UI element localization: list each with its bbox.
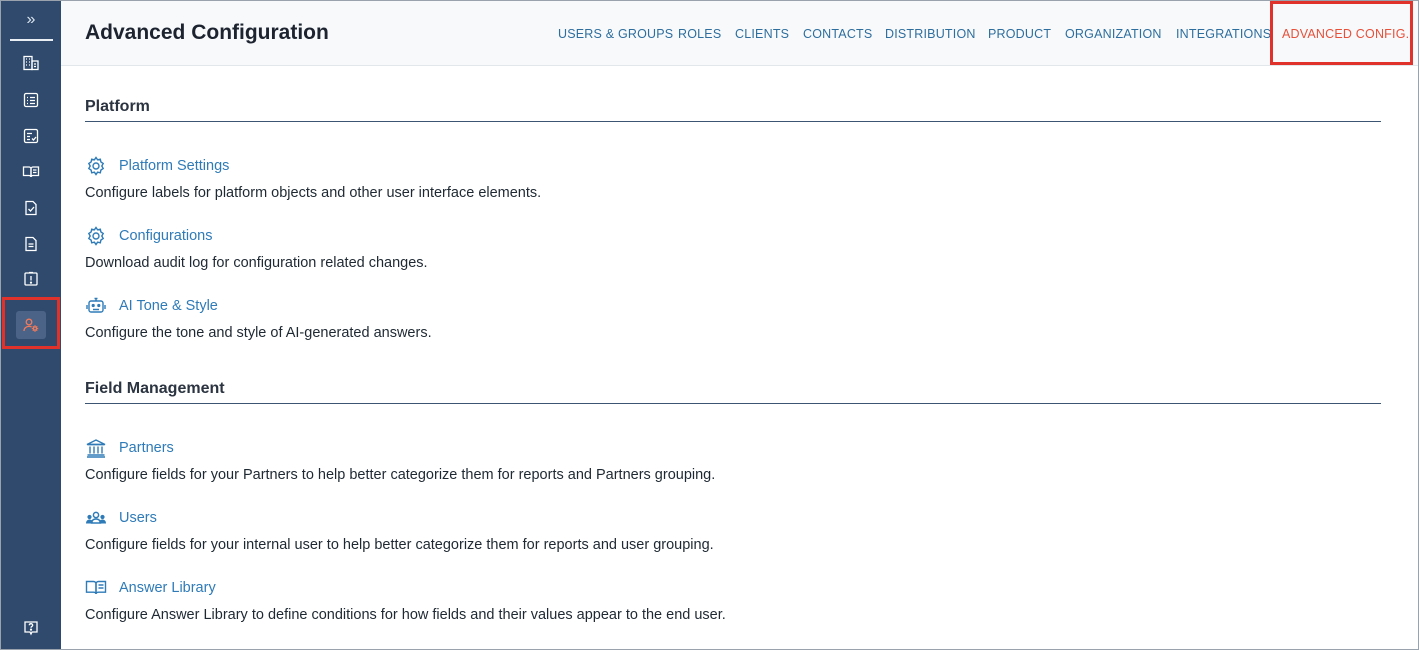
sidebar-item-help[interactable] [16, 614, 46, 642]
ai-tone-style-link[interactable] [85, 295, 218, 317]
building-icon [22, 54, 40, 72]
answer-library-description: Configure Answer Library to define conditions for how fields and their values appear to the end user. [85, 607, 726, 623]
tab-highlight-box [1270, 1, 1413, 65]
document-icon [22, 235, 40, 253]
page-header [61, 1, 1418, 66]
tab-distribution[interactable]: DISTRIBUTION [885, 27, 976, 41]
platform-settings-link[interactable] [85, 155, 229, 177]
sidebar-item-answer-library[interactable] [16, 158, 46, 186]
configurations-label: Configurations [119, 228, 213, 244]
partners-label: Partners [119, 440, 174, 456]
page-title: Advanced Configuration [85, 21, 329, 44]
help-icon [22, 619, 40, 637]
sidebar-item-documents[interactable] [16, 230, 46, 258]
section-divider [85, 121, 1381, 122]
configurations-description: Download audit log for configuration related changes. [85, 255, 428, 271]
sidebar-item-alerts[interactable] [16, 265, 46, 293]
configurations-link[interactable] [85, 225, 213, 247]
answer-library-label: Answer Library [119, 580, 216, 596]
sidebar-highlight-box [2, 297, 60, 349]
tab-contacts[interactable]: CONTACTS [803, 27, 873, 41]
section-divider [85, 403, 1381, 404]
platform-settings-label: Platform Settings [119, 158, 230, 174]
gear-icon [85, 225, 107, 247]
tab-users-groups[interactable]: USERS & GROUPS [558, 27, 674, 41]
section-heading-platform: Platform [85, 98, 150, 115]
alert-icon [22, 270, 40, 288]
bank-icon [85, 437, 107, 459]
tab-organization[interactable]: ORGANIZATION [1065, 27, 1162, 41]
users-label: Users [119, 510, 157, 526]
partners-description: Configure fields for your Partners to help better categorize them for reports and Partners grouping. [85, 467, 716, 483]
sidebar-item-list[interactable] [16, 86, 46, 114]
tab-product[interactable]: PRODUCT [988, 27, 1052, 41]
sidebar-item-checklist[interactable] [16, 122, 46, 150]
platform-settings-description: Configure labels for platform objects and other user interface elements. [85, 185, 542, 201]
answer-library-link[interactable] [85, 577, 216, 599]
partners-link[interactable] [85, 437, 174, 459]
book-icon [85, 577, 107, 599]
document-check-icon [22, 199, 40, 217]
list-icon [22, 91, 40, 109]
tab-integrations[interactable]: INTEGRATIONS [1176, 27, 1272, 41]
sidebar-divider [10, 39, 53, 41]
tab-clients[interactable]: CLIENTS [735, 27, 790, 41]
book-icon [22, 163, 40, 181]
sidebar-item-approvals[interactable] [16, 194, 46, 222]
users-link[interactable] [85, 507, 157, 529]
expand-sidebar-button[interactable] [1, 1, 61, 39]
users-icon [85, 507, 107, 529]
users-description: Configure fields for your internal user to help better categorize them for reports and user grouping. [85, 537, 714, 553]
robot-icon [85, 295, 107, 317]
ai-tone-style-label: AI Tone & Style [119, 298, 218, 314]
tab-roles[interactable]: ROLES [678, 27, 722, 41]
chevron-double-right-icon: » [26, 11, 36, 28]
checklist-icon [22, 127, 40, 145]
ai-tone-style-description: Configure the tone and style of AI-generated answers. [85, 325, 432, 341]
sidebar-item-organization[interactable] [16, 49, 46, 77]
gear-icon [85, 155, 107, 177]
section-heading-field-management: Field Management [85, 380, 225, 397]
tab-advanced-config[interactable]: ADVANCED CONFIG. [1282, 27, 1410, 41]
